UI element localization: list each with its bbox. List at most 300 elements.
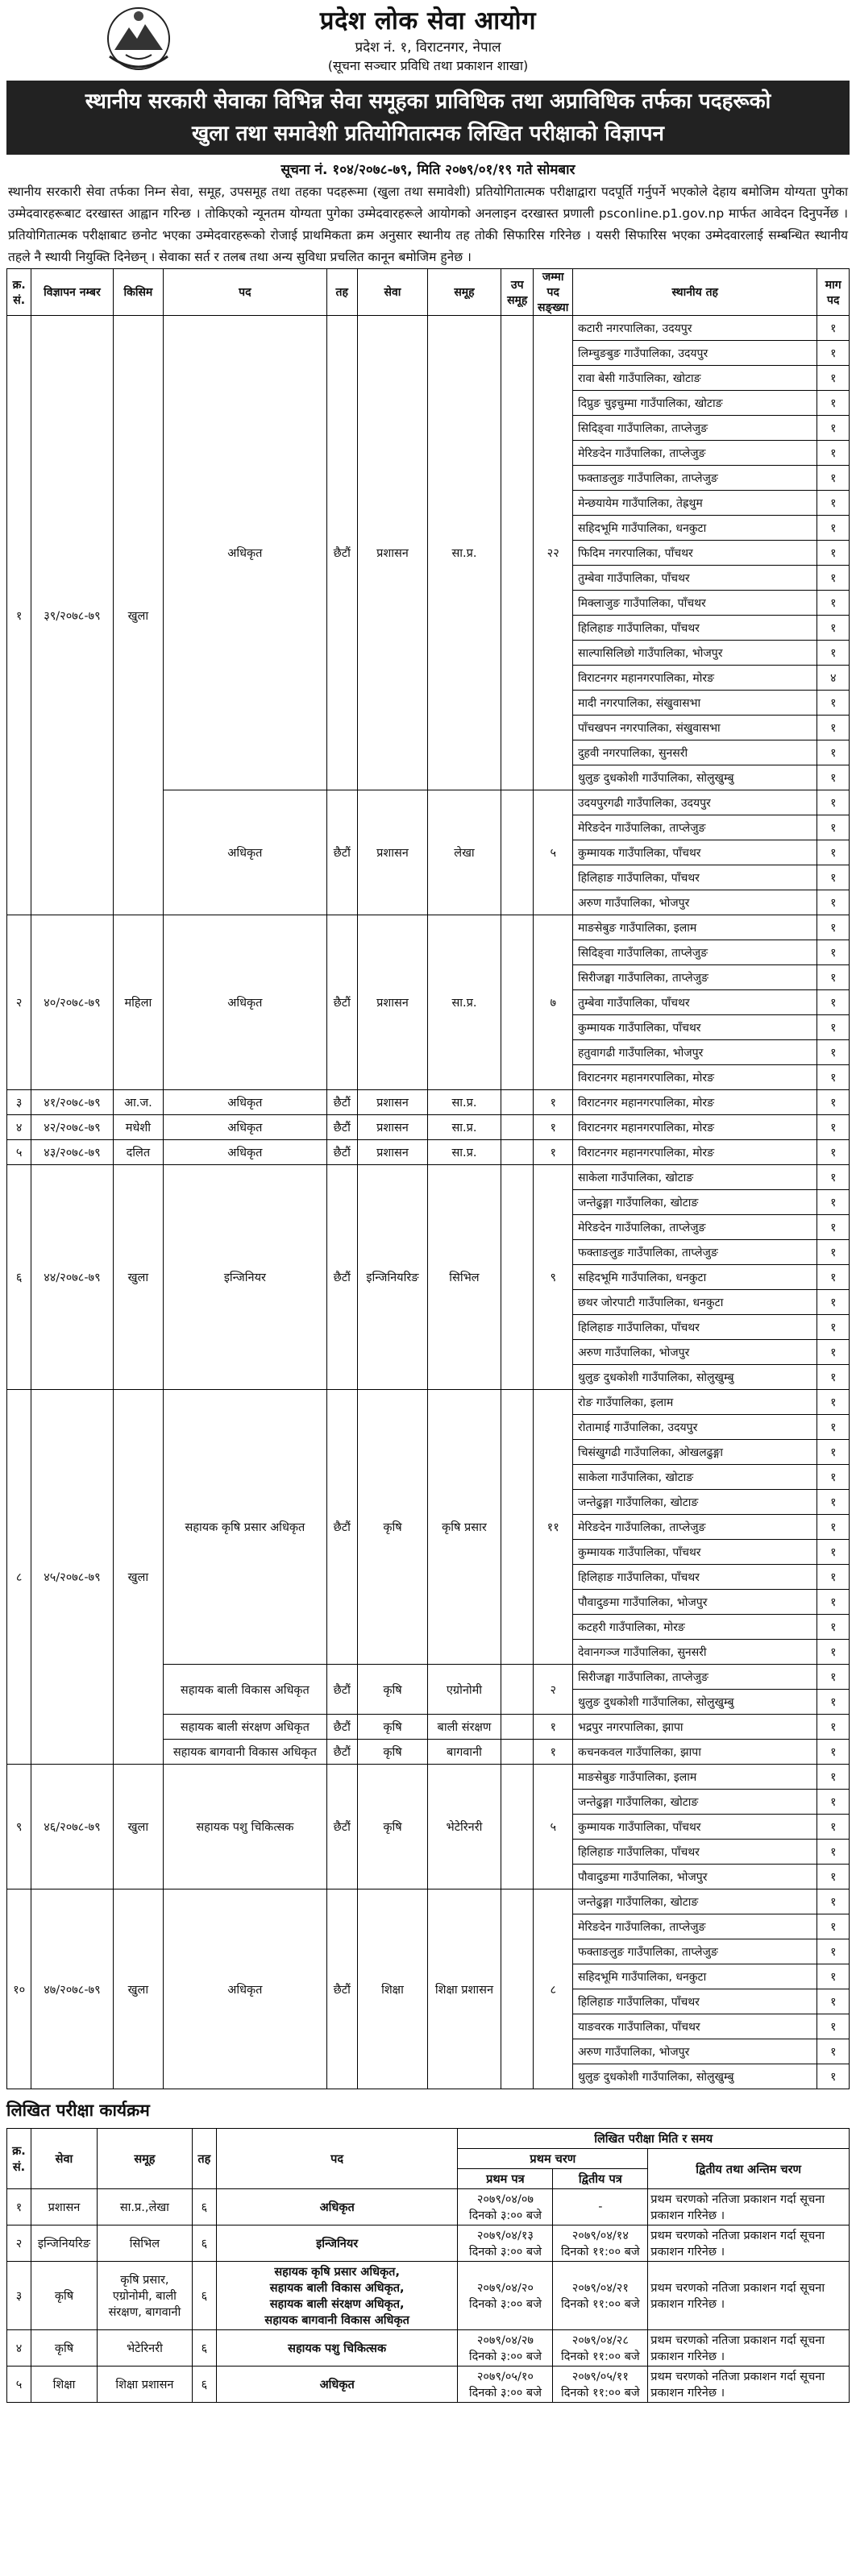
exam-post-line: सहायक बाली संरक्षण अधिकृत,: [269, 2298, 405, 2311]
row-adno: ४३/२०७८-७९: [31, 1140, 113, 1165]
demand-count: १: [817, 1390, 850, 1415]
row-group: सा.प्र.: [427, 915, 501, 1090]
col-sn: क्र. सं.: [7, 269, 31, 316]
row-sn: ८: [7, 1390, 31, 1765]
local-level: विराटनगर महानगरपालिका, मोरङ: [572, 1065, 817, 1090]
demand-count: १: [817, 1015, 850, 1040]
exam-paper2-line: दिनको ११:०० बजे: [560, 2350, 640, 2363]
row-group: एग्रोनोमी: [427, 1665, 501, 1715]
exam-service: प्रशासन: [31, 2189, 97, 2225]
exam-col-sn: क्र. सं.: [7, 2129, 31, 2189]
row-total: २२: [534, 316, 573, 790]
exam-post-line: सहायक बाली विकास अधिकृत,: [269, 2282, 405, 2295]
row-type: खुला: [113, 1390, 164, 1765]
exam-row: [7, 2367, 850, 2403]
row-post: सहायक पशु चिकित्सक: [164, 1765, 326, 1889]
row-service: प्रशासन: [357, 316, 427, 790]
demand-count: १: [817, 2039, 850, 2064]
exam-final: प्रथम चरणको नतिजा प्रकाशन गर्दा सूचना प्रकाशन गरिनेछ ।: [648, 2330, 850, 2367]
demand-count: १: [817, 865, 850, 890]
demand-count: १: [817, 915, 850, 940]
demand-count: १: [817, 341, 850, 366]
demand-count: १: [817, 1540, 850, 1565]
row-service: कृषि: [357, 1765, 427, 1889]
local-level: छथर जोरपाटी गाउँपालिका, धनकुटा: [572, 1290, 817, 1315]
row-total: १: [534, 1740, 573, 1765]
local-level: फक्ताङलुङ गाउँपालिका, ताप्लेजुङ: [572, 1240, 817, 1265]
exam-post: [216, 2189, 458, 2225]
exam-post-line: सहायक पशु चिकित्सक: [288, 2342, 387, 2355]
exam-level: ६: [192, 2330, 216, 2367]
row-type: खुला: [113, 1889, 164, 2089]
row-sn: ३: [7, 1090, 31, 1115]
row-post: अधिकृत: [164, 1115, 326, 1140]
exam-service: कृषि: [31, 2262, 97, 2330]
local-level: साल्पासिलिछो गाउँपालिका, भोजपुर: [572, 641, 817, 666]
local-level: मेरिङदेन गाउँपालिका, ताप्लेजुङ: [572, 441, 817, 466]
demand-count: १: [817, 1415, 850, 1440]
exam-final: प्रथम चरणको नतिजा प्रकाशन गर्दा सूचना प्रकाशन गरिनेछ ।: [648, 2225, 850, 2262]
demand-count: १: [817, 566, 850, 591]
demand-count: १: [817, 1640, 850, 1665]
row-group: सा.प्र.: [427, 1115, 501, 1140]
exam-paper1-line: दिनको ३:०० बजे: [468, 2350, 542, 2363]
exam-col-datetime: लिखित परीक्षा मिति र समय: [458, 2129, 850, 2149]
banner-line-2: खुला तथा समावेशी प्रतियोगितात्मक लिखित परीक्षाको विज्ञापन: [192, 122, 664, 146]
row-post: अधिकृत: [164, 1889, 326, 2089]
local-level: विराटनगर महानगरपालिका, मोरङ: [572, 666, 817, 691]
exam-paper2-line: दिनको ११:०० बजे: [560, 2387, 640, 2400]
row-service: शिक्षा: [357, 1889, 427, 2089]
vacancy-body: [7, 316, 850, 2089]
local-level: पौवादुङमा गाउँपालिका, भोजपुर: [572, 1865, 817, 1889]
demand-count: १: [817, 1365, 850, 1390]
row-type: आ.ज.: [113, 1090, 164, 1115]
demand-count: १: [817, 416, 850, 441]
demand-count: १: [817, 990, 850, 1015]
demand-count: १: [817, 1040, 850, 1065]
local-level: मेरिङदेन गाउँपालिका, ताप्लेजुङ: [572, 1914, 817, 1939]
exam-group: सा.प्र.,लेखा: [97, 2189, 192, 2225]
row-post: सहायक कृषि प्रसार अधिकृत: [164, 1390, 326, 1665]
col-demand: माग पद: [817, 269, 850, 316]
exam-level: ६: [192, 2225, 216, 2262]
local-level: जन्तेढुङ्गा गाउँपालिका, खोटाङ: [572, 1490, 817, 1515]
exam-post-line: सहायक बागवानी विकास अधिकृत: [264, 2314, 409, 2327]
exam-col-paper1: प्रथम पत्र: [458, 2169, 553, 2189]
demand-count: १: [817, 1740, 850, 1765]
row-post: अधिकृत: [164, 1090, 326, 1115]
local-level: हिलिहाङ गाउँपालिका, पाँचथर: [572, 1989, 817, 2014]
demand-count: १: [817, 815, 850, 840]
row-sn: २: [7, 915, 31, 1090]
row-post: सहायक बाली विकास अधिकृत: [164, 1665, 326, 1715]
exam-paper1: [458, 2225, 553, 2262]
banner-line-1: स्थानीय सरकारी सेवाका विभिन्न सेवा समूहका प्राविधिक तथा अप्राविधिक तर्फका पदहरूको: [85, 89, 771, 114]
demand-count: १: [817, 1615, 850, 1640]
row-subgroup: [501, 1115, 533, 1140]
row-level: छैटौं: [326, 1090, 357, 1115]
col-total: जम्मा पद सङ्ख्या: [534, 269, 573, 316]
exam-level: ६: [192, 2367, 216, 2403]
row-service: कृषि: [357, 1740, 427, 1765]
local-level: जन्तेढुङ्गा गाउँपालिका, खोटाङ: [572, 1190, 817, 1215]
local-level: पौवादुङमा गाउँपालिका, भोजपुर: [572, 1590, 817, 1615]
exam-paper1-line: २०७९/०४/२७: [476, 2334, 534, 2347]
row-subgroup: [501, 1140, 533, 1165]
local-level: सहिदभूमि गाउँपालिका, धनकुटा: [572, 1265, 817, 1290]
local-level: कटहरी गाउँपालिका, मोरङ: [572, 1615, 817, 1640]
demand-count: १: [817, 1065, 850, 1090]
header: [6, 0, 850, 76]
demand-count: १: [817, 1889, 850, 1914]
row-level: छैटौं: [326, 1165, 357, 1390]
demand-count: १: [817, 1790, 850, 1815]
local-level: भद्रपुर नगरपालिका, झापा: [572, 1715, 817, 1740]
demand-count: १: [817, 1465, 850, 1490]
local-level: विराटनगर महानगरपालिका, मोरङ: [572, 1140, 817, 1165]
local-level: थुलुङ दुधकोशी गाउँपालिका, सोलुखुम्बु: [572, 1365, 817, 1390]
row-subgroup: [501, 1665, 533, 1715]
exam-sn: ३: [7, 2262, 31, 2330]
col-post: पद: [164, 269, 326, 316]
row-service: प्रशासन: [357, 1090, 427, 1115]
row-adno: ३९/२०७८-७९: [31, 316, 113, 915]
exam-col-paper2: द्वितीय पत्र: [553, 2169, 648, 2189]
exam-group: कृषि प्रसार, एग्रोनोमी, बाली संरक्षण, बागवानी: [97, 2262, 192, 2330]
local-level: रोङ गाउँपालिका, इलाम: [572, 1390, 817, 1415]
row-subgroup: [501, 1165, 533, 1390]
row-group: सा.प्र.: [427, 316, 501, 790]
notice-banner: [6, 81, 850, 155]
local-level: साकेला गाउँपालिका, खोटाङ: [572, 1465, 817, 1490]
exam-paper2: [553, 2225, 648, 2262]
exam-paper1-line: दिनको ३:०० बजे: [468, 2387, 542, 2400]
row-group: लेखा: [427, 790, 501, 915]
table-row: [7, 316, 850, 341]
commission-title: प्रदेश लोक सेवा आयोग: [319, 6, 537, 35]
exam-sn: ५: [7, 2367, 31, 2403]
exam-post-line: अधिकृत: [319, 2201, 355, 2214]
exam-row: [7, 2262, 850, 2330]
row-service: प्रशासन: [357, 790, 427, 915]
local-level: चिसंखुगढी गाउँपालिका, ओखलढुङ्गा: [572, 1440, 817, 1465]
col-group: समूह: [427, 269, 501, 316]
demand-count: १: [817, 641, 850, 666]
col-adno: विज्ञापन नम्बर: [31, 269, 113, 316]
exam-post: [216, 2225, 458, 2262]
exam-sn: ४: [7, 2330, 31, 2367]
exam-col-level: तह: [192, 2129, 216, 2189]
commission-branch: (सूचना सञ्चार प्रविधि तथा प्रकाशन शाखा): [327, 58, 529, 73]
exam-final: प्रथम चरणको नतिजा प्रकाशन गर्दा सूचना प्रकाशन गरिनेछ ।: [648, 2367, 850, 2403]
local-level: रावा बेसी गाउँपालिका, खोटाङ: [572, 366, 817, 391]
row-group: कृषि प्रसार: [427, 1390, 501, 1665]
row-level: छैटौं: [326, 1765, 357, 1889]
row-sn: ९: [7, 1765, 31, 1889]
exam-paper1-line: २०७९/०५/१०: [476, 2371, 534, 2383]
row-type: महिला: [113, 915, 164, 1090]
local-level: विराटनगर महानगरपालिका, मोरङ: [572, 1090, 817, 1115]
table-row: [7, 1165, 850, 1190]
demand-count: १: [817, 366, 850, 391]
local-level: सिरीजङ्घा गाउँपालिका, ताप्लेजुङ: [572, 965, 817, 990]
col-level: तह: [326, 269, 357, 316]
row-total: १: [534, 1115, 573, 1140]
row-type: दलित: [113, 1140, 164, 1165]
exam-post-line: इन्जिनियर: [316, 2238, 359, 2250]
local-level: मेरिङदेन गाउँपालिका, ताप्लेजुङ: [572, 815, 817, 840]
demand-count: १: [817, 2014, 850, 2039]
exam-paper1-line: दिनको ३:०० बजे: [468, 2298, 542, 2311]
local-level: देवानगञ्ज गाउँपालिका, सुनसरी: [572, 1640, 817, 1665]
demand-count: १: [817, 1265, 850, 1290]
row-sn: ६: [7, 1165, 31, 1390]
demand-count: १: [817, 1190, 850, 1215]
local-level: मेरिङदेन गाउँपालिका, ताप्लेजुङ: [572, 1215, 817, 1240]
demand-count: १: [817, 1240, 850, 1265]
exam-col-group: समूह: [97, 2129, 192, 2189]
row-adno: ४७/२०७८-७९: [31, 1889, 113, 2089]
row-subgroup: [501, 316, 533, 790]
row-total: ११: [534, 1390, 573, 1665]
local-level: लिम्चुङबुङ गाउँपालिका, उदयपुर: [572, 341, 817, 366]
row-level: छैटौं: [326, 1665, 357, 1715]
demand-count: १: [817, 466, 850, 491]
demand-count: ४: [817, 666, 850, 691]
local-level: मेरिङदेन गाउँपालिका, ताप्लेजुङ: [572, 1515, 817, 1540]
local-level: सहिदभूमि गाउँपालिका, धनकुटा: [572, 516, 817, 541]
exam-paper2: [553, 2262, 648, 2330]
local-level: दिप्रुङ चुइचुम्मा गाउँपालिका, खोटाङ: [572, 391, 817, 416]
row-type: मधेशी: [113, 1115, 164, 1140]
row-total: ५: [534, 790, 573, 915]
row-type: खुला: [113, 1765, 164, 1889]
exam-sn: २: [7, 2225, 31, 2262]
table-row: [7, 1765, 850, 1790]
local-level: साकेला गाउँपालिका, खोटाङ: [572, 1165, 817, 1190]
row-post: अधिकृत: [164, 790, 326, 915]
local-level: दुहवी नगरपालिका, सुनसरी: [572, 740, 817, 765]
row-total: १: [534, 1090, 573, 1115]
local-level: तुम्बेवा गाउँपालिका, पाँचथर: [572, 566, 817, 591]
row-total: १: [534, 1140, 573, 1165]
demand-count: १: [817, 316, 850, 341]
demand-count: १: [817, 1140, 850, 1165]
local-level: थुलुङ दुधकोशी गाउँपालिका, सोलुखुम्बु: [572, 1690, 817, 1715]
col-service: सेवा: [357, 269, 427, 316]
col-local: स्थानीय तह: [572, 269, 817, 316]
exam-paper1-line: २०७९/०४/१३: [476, 2230, 534, 2242]
row-type: खुला: [113, 1165, 164, 1390]
local-level: सहिदभूमि गाउँपालिका, धनकुटा: [572, 1964, 817, 1989]
demand-count: १: [817, 1090, 850, 1115]
row-sn: ५: [7, 1140, 31, 1165]
local-level: कटारी नगरपालिका, उदयपुर: [572, 316, 817, 341]
row-sn: ४: [7, 1115, 31, 1140]
demand-count: १: [817, 441, 850, 466]
demand-count: १: [817, 1490, 850, 1515]
demand-count: १: [817, 1840, 850, 1865]
exam-paper2-line: २०७९/०५/११: [571, 2371, 629, 2383]
row-sn: १: [7, 316, 31, 915]
demand-count: १: [817, 1815, 850, 1840]
exam-paper2: [553, 2367, 648, 2403]
table-row: [7, 915, 850, 940]
local-level: याङवरक गाउँपालिका, पाँचथर: [572, 2014, 817, 2039]
row-level: छैटौं: [326, 316, 357, 790]
row-service: इन्जिनियरिङ: [357, 1165, 427, 1390]
exam-sn: १: [7, 2189, 31, 2225]
exam-schedule-title: लिखित परीक्षा कार्यक्रम: [6, 2101, 150, 2120]
exam-post-line: अधिकृत: [319, 2379, 355, 2391]
local-level: कुम्मायक गाउँपालिका, पाँचथर: [572, 1015, 817, 1040]
row-post: सहायक बाली संरक्षण अधिकृत: [164, 1715, 326, 1740]
vacancy-table: [6, 268, 850, 2089]
local-level: कुम्मायक गाउँपालिका, पाँचथर: [572, 840, 817, 865]
exam-post: [216, 2330, 458, 2367]
demand-count: १: [817, 1939, 850, 1964]
local-level: अरुण गाउँपालिका, भोजपुर: [572, 890, 817, 915]
demand-count: १: [817, 840, 850, 865]
demand-count: १: [817, 1115, 850, 1140]
local-level: कुम्मायक गाउँपालिका, पाँचथर: [572, 1540, 817, 1565]
local-level: कुम्मायक गाउँपालिका, पाँचथर: [572, 1815, 817, 1840]
row-adno: ४१/२०७८-७९: [31, 1090, 113, 1115]
row-post: अधिकृत: [164, 1140, 326, 1165]
demand-count: १: [817, 1964, 850, 1989]
demand-count: १: [817, 1340, 850, 1365]
local-level: हिलिहाङ गाउँपालिका, पाँचथर: [572, 1315, 817, 1340]
table-row: [7, 1390, 850, 1415]
exam-paper2: [553, 2330, 648, 2367]
local-level: कचनकवल गाउँपालिका, झापा: [572, 1740, 817, 1765]
local-level: सिदिङ्वा गाउँपालिका, ताप्लेजुङ: [572, 416, 817, 441]
local-level: मेन्छयायेम गाउँपालिका, तेह्रथुम: [572, 491, 817, 516]
row-service: प्रशासन: [357, 1140, 427, 1165]
demand-count: १: [817, 591, 850, 616]
local-level: मिक्लाजुङ गाउँपालिका, पाँचथर: [572, 591, 817, 616]
row-subgroup: [501, 1390, 533, 1665]
demand-count: १: [817, 1989, 850, 2014]
exam-paper1-line: २०७९/०४/२०: [476, 2282, 534, 2295]
row-group: बागवानी: [427, 1740, 501, 1765]
row-post: इन्जिनियर: [164, 1165, 326, 1390]
local-level: माङसेबुङ गाउँपालिका, इलाम: [572, 915, 817, 940]
exam-paper2-line: दिनको ११:०० बजे: [560, 2246, 640, 2259]
demand-count: १: [817, 790, 850, 815]
local-level: फक्ताङलुङ गाउँपालिका, ताप्लेजुङ: [572, 1939, 817, 1964]
local-level: सिदिङ्वा गाउँपालिका, ताप्लेजुङ: [572, 940, 817, 965]
local-level: थुलुङ दुधकोशी गाउँपालिका, सोलुखुम्बु: [572, 765, 817, 790]
demand-count: १: [817, 1565, 850, 1590]
row-level: छैटौं: [326, 1889, 357, 2089]
row-level: छैटौं: [326, 1715, 357, 1740]
row-adno: ४६/२०७८-७९: [31, 1765, 113, 1889]
demand-count: १: [817, 765, 850, 790]
row-total: ८: [534, 1889, 573, 2089]
row-subgroup: [501, 1740, 533, 1765]
row-post: अधिकृत: [164, 915, 326, 1090]
local-level: सिरीजङ्घा गाउँपालिका, ताप्लेजुङ: [572, 1665, 817, 1690]
table-row: [7, 1889, 850, 1914]
demand-count: १: [817, 1440, 850, 1465]
demand-count: १: [817, 1715, 850, 1740]
exam-row: [7, 2189, 850, 2225]
demand-count: १: [817, 940, 850, 965]
demand-count: १: [817, 965, 850, 990]
local-level: अरुण गाउँपालिका, भोजपुर: [572, 1340, 817, 1365]
local-level: रोतामाई गाउँपालिका, उदयपुर: [572, 1415, 817, 1440]
local-level: पाँचखपन नगरपालिका, संखुवासभा: [572, 716, 817, 740]
exam-row: [7, 2225, 850, 2262]
exam-paper1: [458, 2367, 553, 2403]
row-level: छैटौं: [326, 1140, 357, 1165]
exam-post: [216, 2367, 458, 2403]
local-level: थुलुङ दुधकोशी गाउँपालिका, सोलुखुम्बु: [572, 2064, 817, 2089]
row-total: २: [534, 1665, 573, 1715]
local-level: अरुण गाउँपालिका, भोजपुर: [572, 2039, 817, 2064]
row-level: छैटौं: [326, 1390, 357, 1665]
exam-group: सिभिल: [97, 2225, 192, 2262]
exam-paper1: [458, 2330, 553, 2367]
exam-col-second-phase: द्वितीय तथा अन्तिम चरण: [648, 2149, 850, 2189]
exam-post: [216, 2262, 458, 2330]
row-group: सिभिल: [427, 1165, 501, 1390]
row-total: ९: [534, 1165, 573, 1390]
demand-count: १: [817, 1215, 850, 1240]
local-level: जन्तेढुङ्गा गाउँपालिका, खोटाङ: [572, 1889, 817, 1914]
local-level: जन्तेढुङ्गा गाउँपालिका, खोटाङ: [572, 1790, 817, 1815]
local-level: फक्ताङलुङ गाउँपालिका, ताप्लेजुङ: [572, 466, 817, 491]
row-level: छैटौं: [326, 1740, 357, 1765]
row-service: कृषि: [357, 1665, 427, 1715]
row-group: सा.प्र.: [427, 1140, 501, 1165]
local-level: हतुवागढी गाउँपालिका, भोजपुर: [572, 1040, 817, 1065]
exam-paper1: [458, 2189, 553, 2225]
commission-address: प्रदेश नं. १, विराटनगर, नेपाल: [355, 39, 501, 56]
exam-paper2: [553, 2189, 648, 2225]
demand-count: १: [817, 616, 850, 641]
exam-group: भेटेरिनरी: [97, 2330, 192, 2367]
exam-service: शिक्षा: [31, 2367, 97, 2403]
row-adno: ४४/२०७८-७९: [31, 1165, 113, 1390]
demand-count: १: [817, 740, 850, 765]
exam-col-service: सेवा: [31, 2129, 97, 2189]
local-level: फिदिम नगरपालिका, पाँचथर: [572, 541, 817, 566]
demand-count: १: [817, 2064, 850, 2089]
row-sn: १०: [7, 1889, 31, 2089]
row-adno: ४५/२०७८-७९: [31, 1390, 113, 1765]
row-subgroup: [501, 915, 533, 1090]
exam-table: [6, 2128, 850, 2403]
exam-final: प्रथम चरणको नतिजा प्रकाशन गर्दा सूचना प्रकाशन गरिनेछ ।: [648, 2189, 850, 2225]
exam-paper2-line: २०७९/०४/२८: [571, 2334, 629, 2347]
row-level: छैटौं: [326, 790, 357, 915]
exam-col-first-phase: प्रथम चरण: [458, 2149, 648, 2169]
demand-count: १: [817, 1315, 850, 1340]
col-subgroup: उप समूह: [501, 269, 533, 316]
exam-post-line: सहायक कृषि प्रसार अधिकृत,: [274, 2266, 400, 2279]
demand-count: १: [817, 541, 850, 566]
exam-level: ६: [192, 2262, 216, 2330]
exam-level: ६: [192, 2189, 216, 2225]
row-post: सहायक बागवानी विकास अधिकृत: [164, 1740, 326, 1765]
demand-count: १: [817, 516, 850, 541]
row-adno: ४०/२०७८-७९: [31, 915, 113, 1090]
table-row: [7, 1140, 850, 1165]
exam-group: शिक्षा प्रशासन: [97, 2367, 192, 2403]
